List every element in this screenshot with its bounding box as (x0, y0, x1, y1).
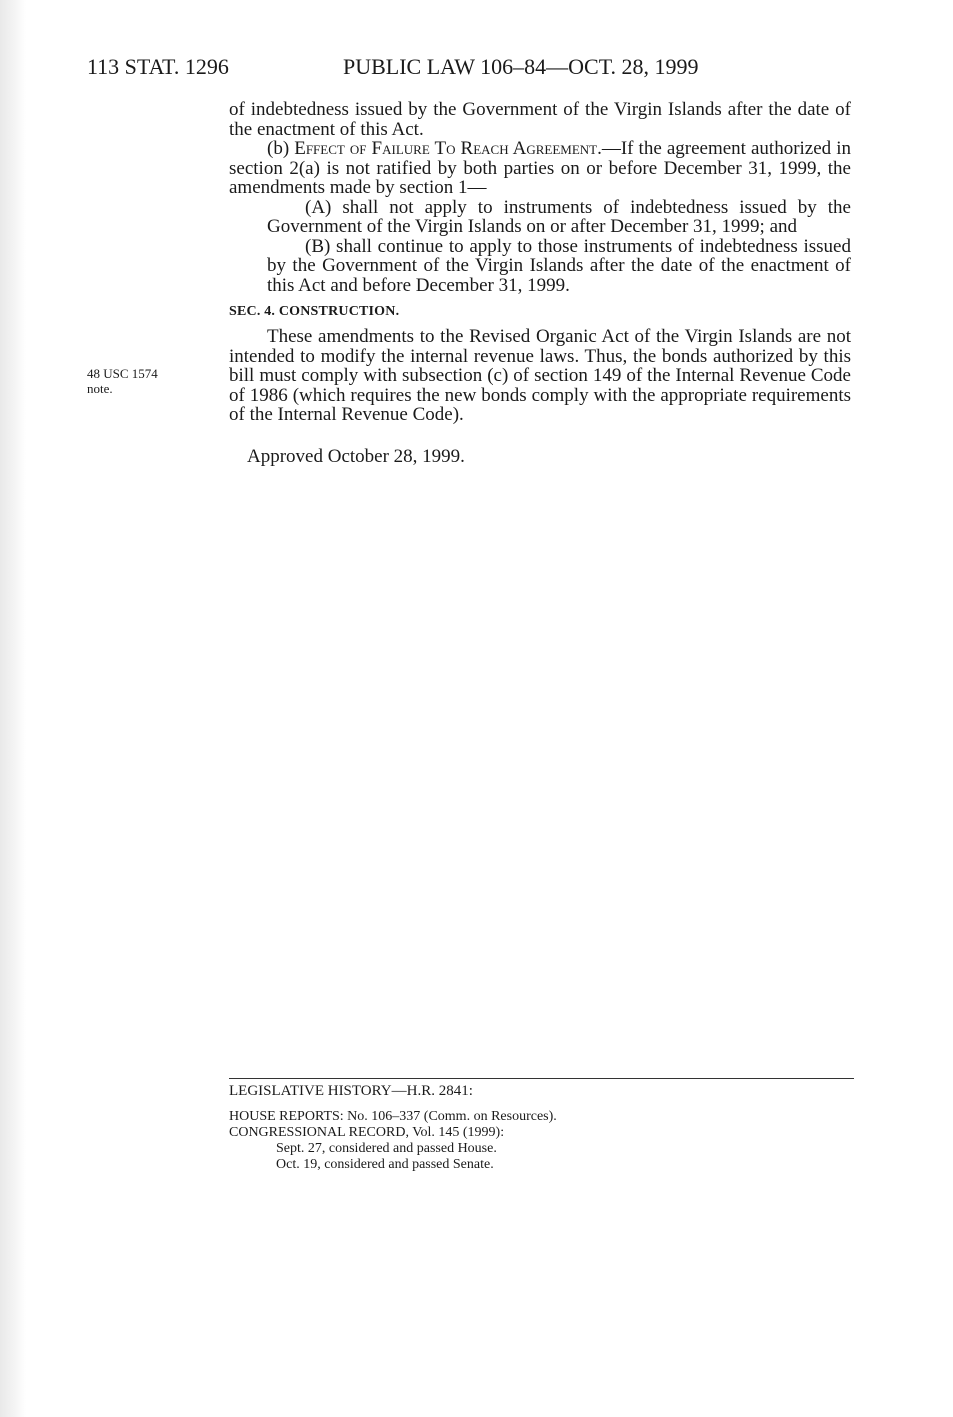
statute-body (229, 100, 851, 466)
footer-rule (229, 1078, 854, 1079)
section-4-text: These amendments to the Revised Organic Act of the Virgin Islands are not intended to modify the internal revenue laws. Thus, the bonds authorized by this bill must comply with subsection (c) of section 149 of the Internal Revenue Code of 1986 (which requires the new bonds comply with the appropriate requirements of the Internal Revenue Code). (229, 326, 851, 425)
continuation-paragraph: of indebtedness issued by the Government of the Virgin Islands after the date of the enactment of this Act. (229, 99, 851, 140)
margin-note (87, 366, 197, 396)
house-reports: HOUSE REPORTS: No. 106–337 (Comm. on Resources). (229, 1109, 557, 1124)
legislative-history-title: LEGISLATIVE HISTORY—H.R. 2841: (229, 1083, 473, 1099)
subsection-b-label: (b) (267, 138, 295, 159)
clause-b: (B) shall continue to apply to those instruments of indebtedness issued by the Government of the Virgin Islands after the date of the enactment of this Act and before December 31, 1999. (267, 235, 851, 296)
history-entry: Sept. 27, considered and passed House. (276, 1141, 497, 1156)
page-identifier: 113 STAT. 1296 (87, 54, 229, 79)
subsection-b-heading: Effect of Failure To Reach Agreement (294, 138, 598, 159)
margin-note-citation: 48 USC 1574 (87, 366, 158, 381)
law-title: PUBLIC LAW 106–84—OCT. 28, 1999 (343, 54, 699, 79)
scan-edge-shadow (0, 0, 26, 1417)
subsection-b (229, 139, 851, 198)
legislative-history (229, 1078, 854, 1173)
history-entry: Oct. 19, considered and passed Senate. (276, 1157, 494, 1172)
page-header (87, 54, 767, 84)
congressional-record: CONGRESSIONAL RECORD, Vol. 145 (1999): (229, 1125, 505, 1140)
margin-note-suffix: note. (87, 381, 113, 396)
section-4-heading: SEC. 4. CONSTRUCTION. (229, 304, 400, 319)
clause-a: (A) shall not apply to instruments of indebtedness issued by the Government of the Virgin Islands on or after December 31, 1999; and (267, 196, 851, 237)
approval-date: Approved October 28, 1999. (247, 445, 465, 467)
subsection-b-text: .—If the agreement authorized in section 2(a) is not ratified by both parties on or before December 31, 1999, the amendments made by section 1— (229, 138, 851, 198)
